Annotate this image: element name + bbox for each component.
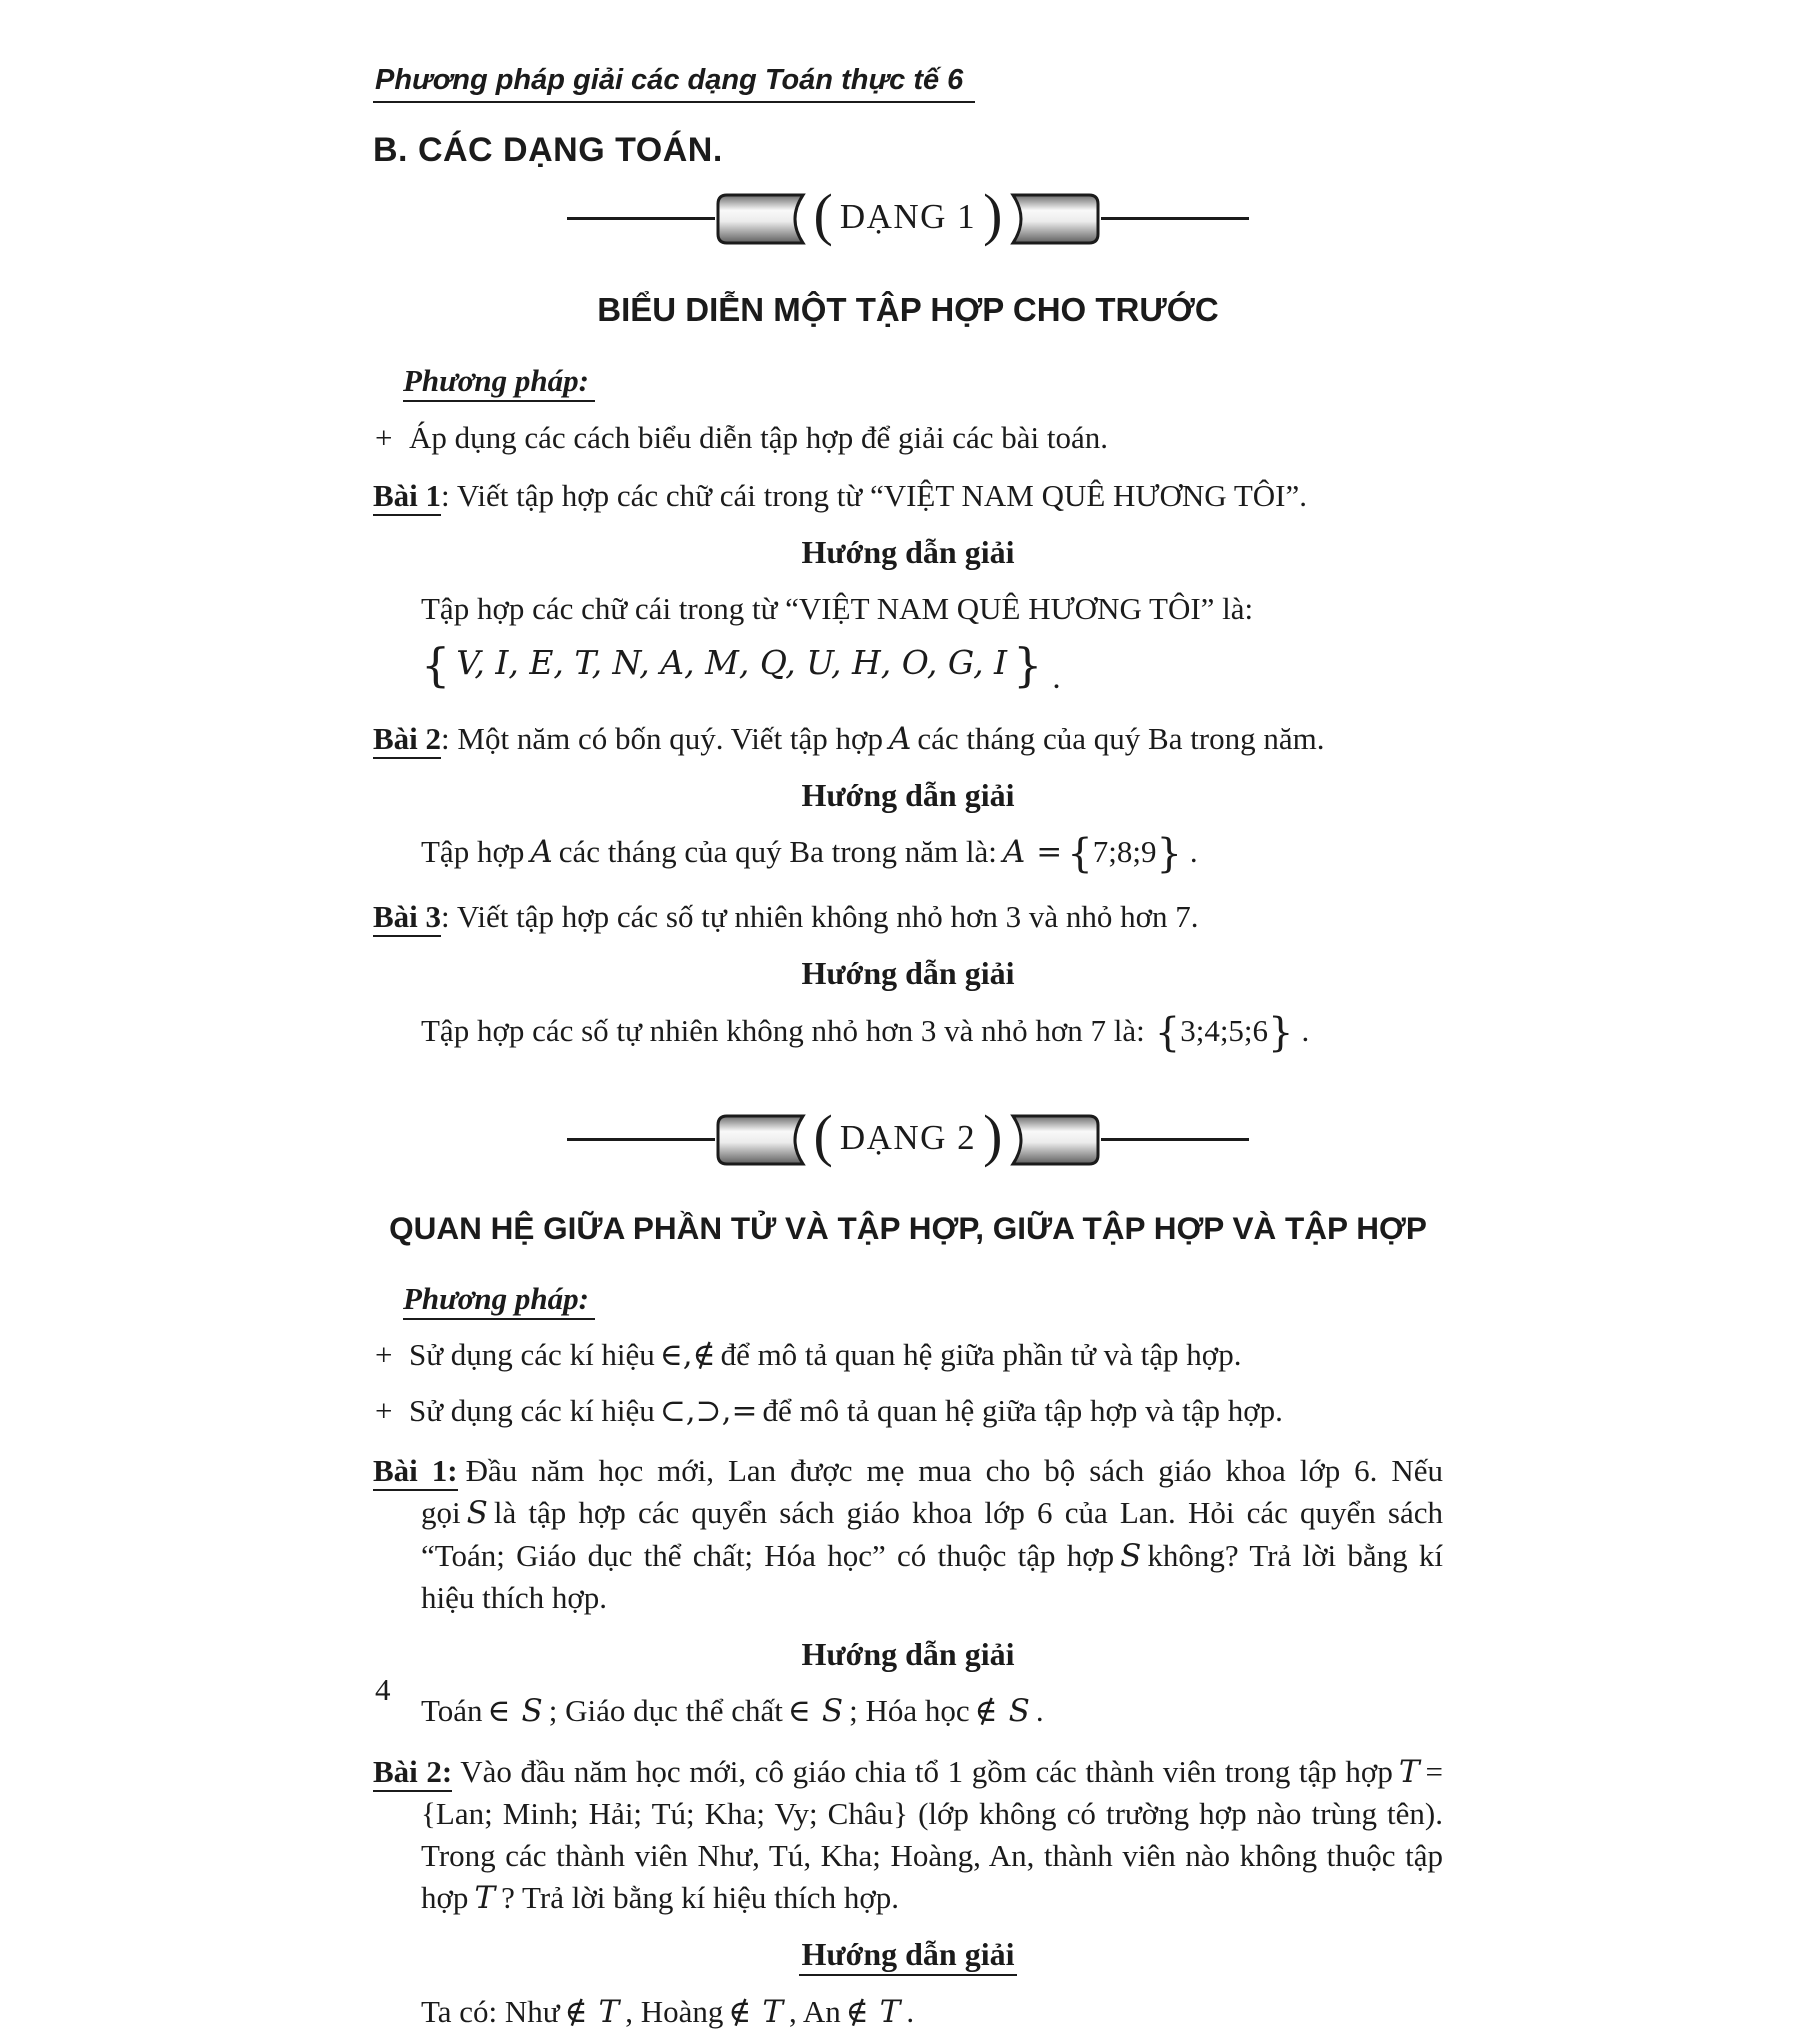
d2-bai1-solution	[373, 1690, 1443, 1732]
text-segment: = {Lan; Minh; Hải; Tú; Kha; Vy; Châu} (lớp không có trường hợp nào trùng tên). Trong các thành viên Như, Tú, Kha; Hoàng, An, thành viên nào không thuộc tập hợp	[421, 1753, 1443, 1915]
bullet-marker: +	[375, 1336, 393, 1372]
text-segment: để mô tả quan hệ giữa tập hợp và tập hợp.	[762, 1393, 1283, 1429]
text-segment: là tập hợp các quyển sách giáo khoa lớp 6 của Lan. Hỏi các quyển sách “Toán; Giáo dục thể chất; Hóa học” có thuộc tập hợp	[421, 1495, 1443, 1573]
running-head: Phương pháp giải các dạng Toán thực tế 6	[373, 64, 975, 103]
left-brace: {	[421, 637, 451, 692]
dang1-title: BIỂU DIỄN MỘT TẬP HỢP CHO TRƯỚC	[597, 290, 1219, 328]
text-segment: Sử dụng các kí hiệu	[409, 1336, 655, 1372]
banner-rule-left	[567, 1138, 715, 1141]
right-brace: }	[1156, 831, 1182, 878]
d1-bai2-s2: các tháng của quý Ba trong năm là:	[558, 834, 997, 870]
d1-method-heading-row	[403, 360, 1443, 402]
d1-bai1-question	[373, 475, 1443, 517]
guide-heading-text: Hướng dẫn giải	[801, 955, 1015, 992]
d2-bai1-label: Bài 1:	[373, 1453, 458, 1491]
d1-bai2-set-values: 7;8;9	[1092, 834, 1157, 870]
left-brace: {	[1154, 1009, 1181, 1056]
element-of-symbol: ∈	[487, 1693, 511, 1730]
guide-heading	[373, 952, 1443, 996]
set-variable-T: T	[762, 1993, 784, 2030]
text-segment: ? Trả lời bằng kí hiệu thích hợp.	[501, 1880, 899, 1915]
left-brace: {	[1067, 831, 1093, 878]
d1-bai1-solution-intro: Tập hợp các chữ cái trong từ “VIỆT NAM QUÊ HƯƠNG TÔI” là:	[421, 591, 1254, 627]
text-segment: ; Giáo dục thể chất	[548, 1693, 783, 1729]
d1-bai3-question	[373, 896, 1443, 938]
banner-scroll-right-icon	[1005, 192, 1101, 246]
banner-rule-right	[1101, 217, 1249, 220]
text-segment: , Hoàng	[625, 1993, 724, 2029]
set-variable-S: S	[1008, 1693, 1030, 1730]
subset-symbols: ⊂,⊃,=	[659, 1393, 758, 1430]
text-segment: Vào đầu năm học mới, cô giáo chia tổ 1 gồm các thành viên trong tập hợp	[460, 1753, 1393, 1789]
sentence-period: .	[906, 1993, 915, 2029]
d2-bai2-question	[373, 1751, 1443, 1920]
text-segment: không? Trả lời bằng kí hiệu thích hợp.	[421, 1537, 1443, 1615]
d2-bai1-question	[373, 1450, 1443, 1619]
banner-scroll-left-icon	[715, 192, 811, 246]
banner-rule-left	[567, 217, 715, 220]
banner-paren-close: )	[983, 1102, 1003, 1168]
text-segment: Toán	[421, 1693, 483, 1729]
not-element-of-symbol: ∉	[845, 1993, 869, 2030]
d1-bai3-set-values: 3;4;5;6	[1180, 1012, 1269, 1048]
d1-bai3-solution	[373, 1009, 1443, 1056]
banner-paren-open: (	[813, 181, 833, 247]
d1-bai1-solution-set	[373, 637, 1443, 696]
d2-method-item-1-text	[409, 1334, 1443, 1376]
set-variable-T: T	[474, 1880, 496, 1916]
page-content	[373, 0, 1443, 2033]
right-brace: }	[1013, 637, 1043, 692]
bullet-marker: +	[375, 1393, 393, 1429]
d1-bai3-question-text: Viết tập hợp các số tự nhiên không nhỏ hơn 3 và nhỏ hơn 7.	[456, 899, 1199, 935]
method-heading: Phương pháp:	[403, 1281, 595, 1320]
not-element-of-symbol: ∉	[974, 1693, 998, 1730]
dang1-banner-label: DẠNG 1	[839, 196, 977, 236]
guide-heading	[373, 1933, 1443, 1977]
banner-scroll-left-icon	[715, 1113, 811, 1167]
d1-bai2-q1: Một năm có bốn quý. Viết tập hợp	[457, 720, 883, 756]
set-variable-A: A	[530, 834, 553, 871]
sentence-period: .	[1189, 834, 1198, 870]
section-title: B. CÁC DẠNG TOÁN.	[373, 131, 723, 170]
sentence-period: .	[1052, 659, 1061, 696]
d2-method-item-2	[373, 1390, 1443, 1432]
d1-bai2-question	[373, 718, 1443, 760]
d1-bai2-label: Bài 2	[373, 721, 441, 759]
banner-paren-close: )	[983, 181, 1003, 247]
text-segment: , An	[789, 1993, 841, 2029]
label-separator: :	[441, 899, 457, 935]
label-separator: :	[441, 720, 458, 756]
set-variable-S: S	[521, 1693, 543, 1730]
equals-sign: =	[1036, 834, 1063, 871]
banner-rule-right	[1101, 1138, 1249, 1141]
sentence-period: .	[1035, 1693, 1044, 1729]
d2-bai2-solution	[373, 1991, 1443, 2033]
guide-heading	[373, 774, 1443, 818]
d1-method-item	[373, 417, 1443, 459]
d1-bai2-q2: các tháng của quý Ba trong năm.	[917, 720, 1325, 756]
set-variable-T: T	[879, 1993, 901, 2030]
d2-method-item-2-text	[409, 1390, 1443, 1432]
text-segment: ; Hóa học	[849, 1693, 970, 1729]
text-segment: để mô tả quan hệ giữa phần tử và tập hợp.	[720, 1336, 1242, 1372]
guide-heading	[373, 531, 1443, 575]
dang2-banner-label: DẠNG 2	[839, 1118, 977, 1158]
set-variable-S: S	[1120, 1537, 1142, 1574]
set-variable-T: T	[1398, 1753, 1420, 1790]
formula-variable-A: A	[1002, 834, 1026, 871]
d2-method-item-1	[373, 1334, 1443, 1376]
guide-heading-text: Hướng dẫn giải	[801, 1635, 1015, 1672]
set-variable-T: T	[598, 1993, 620, 2030]
bullet-marker: +	[375, 419, 393, 455]
banner-scroll-right-icon	[1005, 1113, 1101, 1167]
guide-heading	[373, 1633, 1443, 1677]
not-element-of-symbol: ∉	[564, 1993, 588, 2030]
guide-heading-text: Hướng dẫn giải	[801, 533, 1015, 570]
d2-bai2-label: Bài 2:	[373, 1754, 452, 1792]
element-of-symbol: ∈	[787, 1693, 811, 1730]
label-separator: :	[441, 477, 457, 513]
d2-method-heading-row	[403, 1278, 1443, 1320]
d1-bai1-label: Bài 1	[373, 478, 441, 516]
d1-bai2-s1: Tập hợp	[421, 834, 525, 870]
spacer	[1145, 1013, 1155, 1049]
d1-bai3-label: Bài 3	[373, 899, 441, 937]
banner-paren-open: (	[813, 1102, 833, 1168]
sentence-period: .	[1301, 1012, 1310, 1048]
text-segment: Sử dụng các kí hiệu	[409, 1393, 655, 1429]
guide-heading-text: Hướng dẫn giải	[799, 1936, 1018, 1976]
guide-heading-text: Hướng dẫn giải	[801, 776, 1015, 813]
set-variable-S: S	[821, 1693, 844, 1730]
text-segment: Đầu năm học mới, Lan được mẹ mua cho bộ sách giáo khoa lớp 6. Nếu gọi	[421, 1453, 1443, 1531]
dang2-title: QUAN HỆ GIỮA PHẦN TỬ VÀ TẬP HỢP, GIỮA TẬP HỢP VÀ TẬP HỢP	[389, 1209, 1427, 1246]
right-brace: }	[1268, 1009, 1294, 1056]
dang1-banner	[373, 181, 1443, 252]
set-variable-A: A	[888, 720, 912, 757]
d1-bai2-solution	[373, 831, 1443, 878]
set-variable-S: S	[466, 1495, 488, 1532]
running-head-row	[373, 0, 1443, 103]
d1-bai3-s1: Tập hợp các số tự nhiên không nhỏ hơn 3 và nhỏ hơn 7 là:	[421, 1012, 1145, 1048]
method-heading: Phương pháp:	[403, 363, 595, 402]
set-elements: V, I, E, T, N, A, M, Q, U, H, O, G, I	[456, 642, 1008, 682]
element-symbols: ∈,∉	[659, 1336, 716, 1373]
text-segment: Ta có: Như	[421, 1993, 560, 2029]
d1-method-item-text: Áp dụng các cách biểu diễn tập hợp để giải các bài toán.	[409, 419, 1108, 455]
dang2-banner	[373, 1102, 1443, 1173]
d1-bai1-question-text: Viết tập hợp các chữ cái trong từ “VIỆT NAM QUÊ HƯƠNG TÔI”.	[456, 477, 1307, 513]
not-element-of-symbol: ∉	[728, 1993, 752, 2030]
page-number: 4	[375, 1672, 391, 1707]
